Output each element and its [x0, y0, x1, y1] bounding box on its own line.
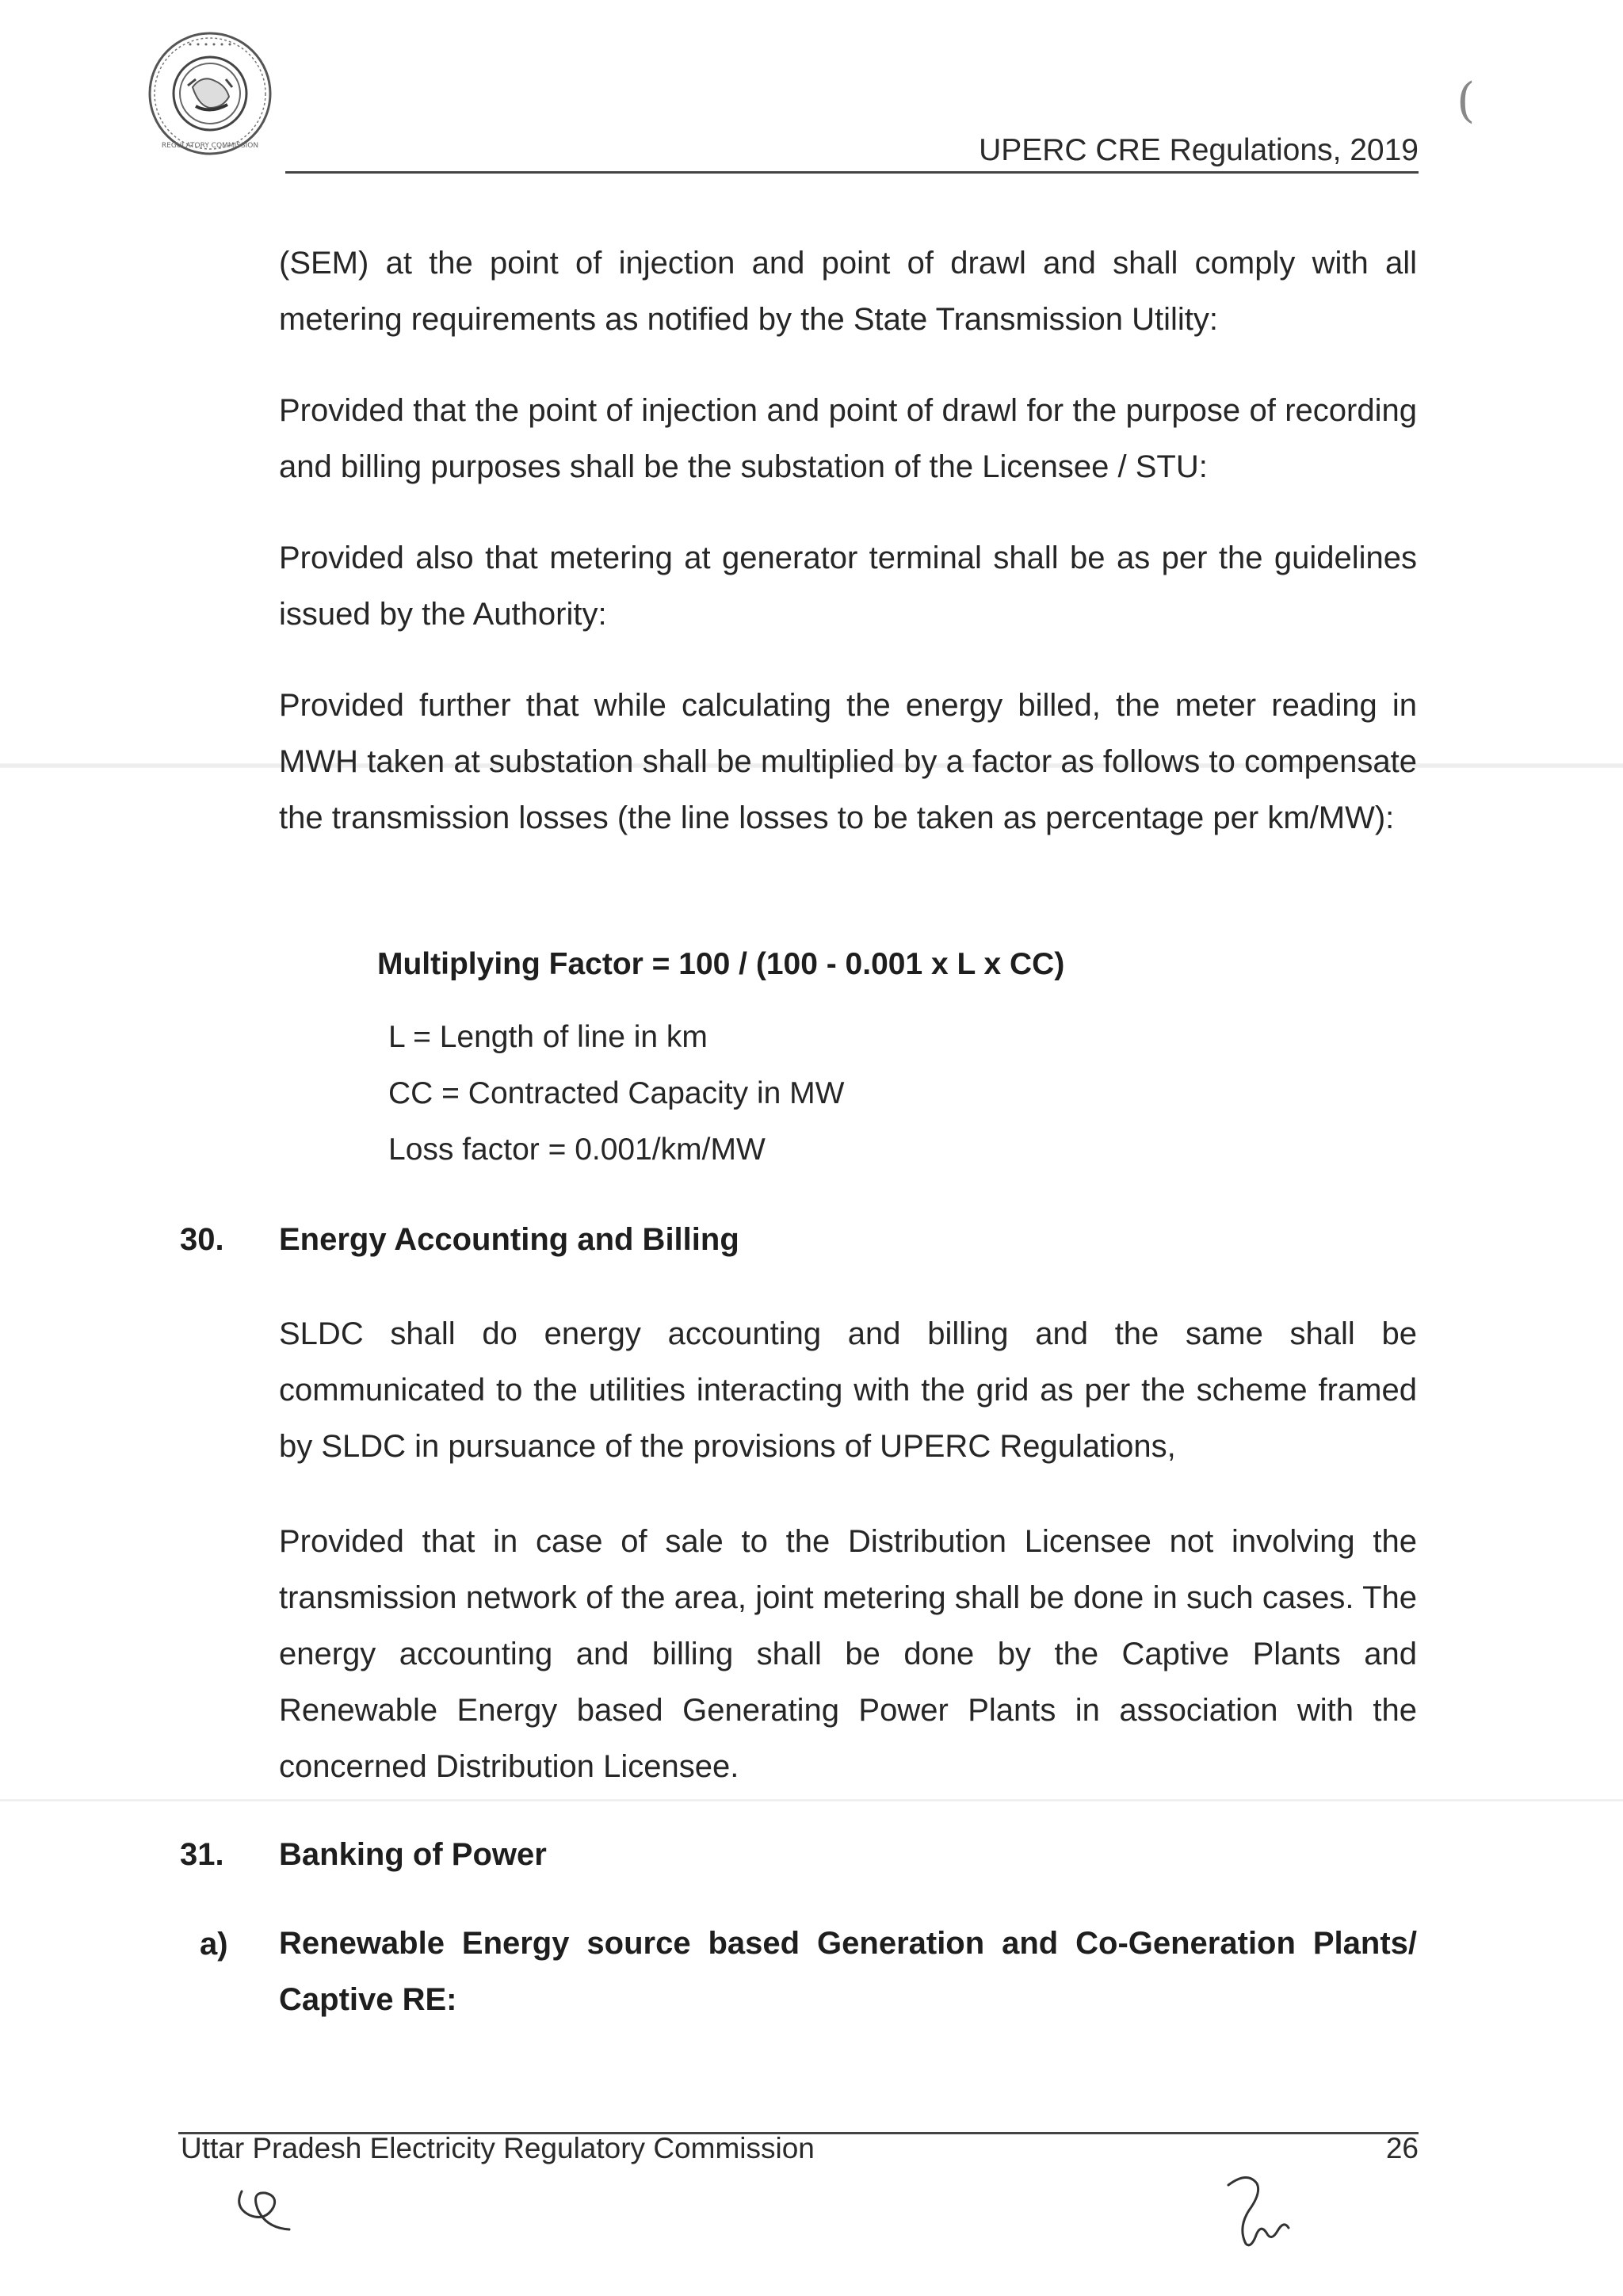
- definitions-list: [388, 1009, 844, 1178]
- header-rule: [285, 171, 1419, 174]
- handwritten-signature-icon: [1212, 2168, 1331, 2255]
- footer-commission-name: Uttar Pradesh Electricity Regulatory Commission: [181, 2132, 815, 2164]
- paragraph: Provided also that metering at generator terminal shall be as per the guidelines issued by the Authority:: [279, 541, 1417, 632]
- page-number: 26: [1385, 2132, 1419, 2164]
- section-title: Energy Accounting and Billing: [279, 1222, 739, 1257]
- subsection-label: a): [200, 1927, 228, 1962]
- paragraph: Provided that in case of sale to the Distribution Licensee not involving the transmission network of the area, joint metering shall be done in such cases. The energy accounting and billing shall be done by the Captive Plants and Renewable Energy based Generating Power Plants in association with the concerned Distribution Licensee.: [279, 1524, 1417, 1784]
- paragraph: SLDC shall do energy accounting and billing and the same shall be communicated to the utilities interacting with the grid as per the scheme framed by SLDC in pursuance of the provisions of UPERC Regulations,: [279, 1316, 1417, 1464]
- subsection-title: Renewable Energy source based Generation and Co-Generation Plants/ Captive RE:: [279, 1926, 1417, 2017]
- paragraph: Provided further that while calculating the energy billed, the meter reading in MWH taken at substation shall be multiplied by a factor as follows to compensate the transmission losses (the line losses to be taken as percentage per km/MW):: [279, 688, 1417, 835]
- scan-band: [0, 1799, 1623, 1801]
- handwritten-initial-icon: [226, 2176, 313, 2239]
- header-title: UPERC CRE Regulations, 2019: [979, 133, 1419, 167]
- section-number: 30.: [180, 1222, 224, 1257]
- paragraph: (SEM) at the point of injection and point of drawl and shall comply with all metering requirements as notified by the State Transmission Utility:: [279, 246, 1417, 337]
- section-title: Banking of Power: [279, 1837, 547, 1872]
- definition-item: L = Length of line in km: [388, 1020, 708, 1054]
- paragraph: Provided that the point of injection and point of drawl for the purpose of recording and billing purposes shall be the substation of the Licensee / STU:: [279, 393, 1417, 484]
- definition-item: CC = Contracted Capacity in MW: [388, 1076, 845, 1110]
- section-number: 31.: [180, 1837, 224, 1872]
- svg-text:REGULATORY COMMISSION: REGULATORY COMMISSION: [161, 142, 259, 150]
- commission-seal-icon: [147, 30, 273, 157]
- formula: Multiplying Factor = 100 / (100 - 0.001 x L x CC): [377, 947, 1065, 981]
- definition-item: Loss factor = 0.001/km/MW: [388, 1133, 766, 1167]
- svg-text:• • • • • •: • • • • • •: [187, 40, 233, 50]
- scan-corner-mark: (: [1457, 73, 1476, 128]
